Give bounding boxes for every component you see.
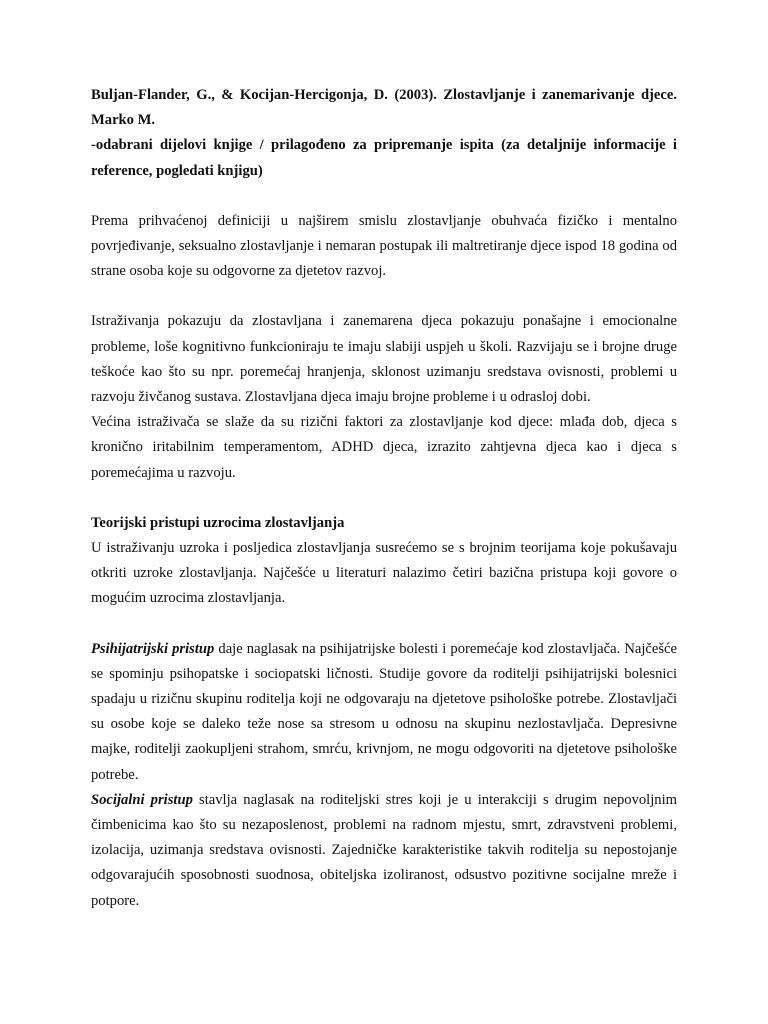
psychiatric-approach-text: daje naglasak na psihijatrijske bolesti i poremećaje kod zlostavljača. Najčešće se spominju psihopatske i sociopatski ličnosti. Studije govore da roditelji psihijatrijski bolesnici spadaju u rizičnu skupinu roditelja koji ne odgovaraju na djetetove psihološke potrebe. Zlostavljači su osobe koje se daleko teže nose sa stresom u odnosu na skupinu nezlostavljača. Depresivne majke, roditelji zaokupljeni strahom, smrću, krivnjom, ne mogu odgovoriti na djetetove psihološke potrebe.: [91, 640, 677, 783]
citation: Buljan-Flander, G., & Kocijan-Hercigonja, D. (2003). Zlostavljanje i zanemarivanje djece. Marko M.: [91, 87, 677, 129]
term-social-approach: Socijalni pristup: [91, 791, 193, 808]
adaptation-note: -odabrani dijelovi knjige / prilagođeno za pripremanje ispita (za detaljnije informacije i reference, pogledati knjigu): [91, 137, 677, 179]
paragraph-social-approach: [91, 788, 677, 914]
term-psychiatric-approach: Psihijatrijski pristup: [91, 640, 215, 657]
paragraph-research: Istraživanja pokazuju da zlostavljana i zanemarena djeca pokazuju ponašajne i emocionalne probleme, loše kognitivno funkcioniraju te imaju slabiji uspjeh u školi. Razvijaju se i brojne druge teškoće kao što su npr. poremećaj hranjenja, sklonost uzimanju sredstava ovisnosti, problemi u razvoju živčanog sustava. Zlostavljana djeca imaju brojne probleme i u odrasloj dobi.: [91, 313, 677, 406]
social-approach-text: stavlja naglasak na roditeljski stres koji je u interakciji s drugim nepovoljnim čimbenicima kao što su nezaposlenost, problemi na radnom mjestu, smrt, zdravstveni problemi, izolacija, uzimanja sredstava ovisnosti. Zajedničke karakteristike takvih roditelja su nepostojanje odgovarajućih sposobnosti suodnosa, obiteljska izoliranost, odsustvo pozitivne socijalne mreže i potpore.: [91, 791, 677, 909]
document-page: [91, 83, 677, 914]
paragraph-theories: U istraživanju uzroka i posljedica zlostavljanja susrećemo se s brojnim teorijama koje pokušavaju otkriti uzroke zlostavljanja. Najčešće u literaturi nalazimo četiri bazična pristupa koji govore o mogućim uzrocima zlostavljanja.: [91, 540, 677, 607]
paragraph-psychiatric-approach: [91, 637, 677, 788]
section-title: Teorijski pristupi uzrocima zlostavljanja: [91, 514, 345, 531]
paragraph-risk-factors: Većina istraživača se slaže da su rizični faktori za zlostavljanje kod djece: mlađa dob, djeca s kronično iritabilnim temperamentom, ADHD djeca, izrazito zahtjevna djeca kao i djeca s poremećajima u razvoju.: [91, 414, 677, 481]
paragraph-definition: Prema prihvaćenoj definiciji u najširem smislu zlostavljanje obuhvaća fizičko i mentalno povrjeđivanje, seksualno zlostavljanje i nemaran postupak ili maltretiranje djece ispod 18 godina od strane osoba koje su odgovorne za djetetov razvoj.: [91, 212, 677, 280]
document-header: [91, 83, 677, 184]
